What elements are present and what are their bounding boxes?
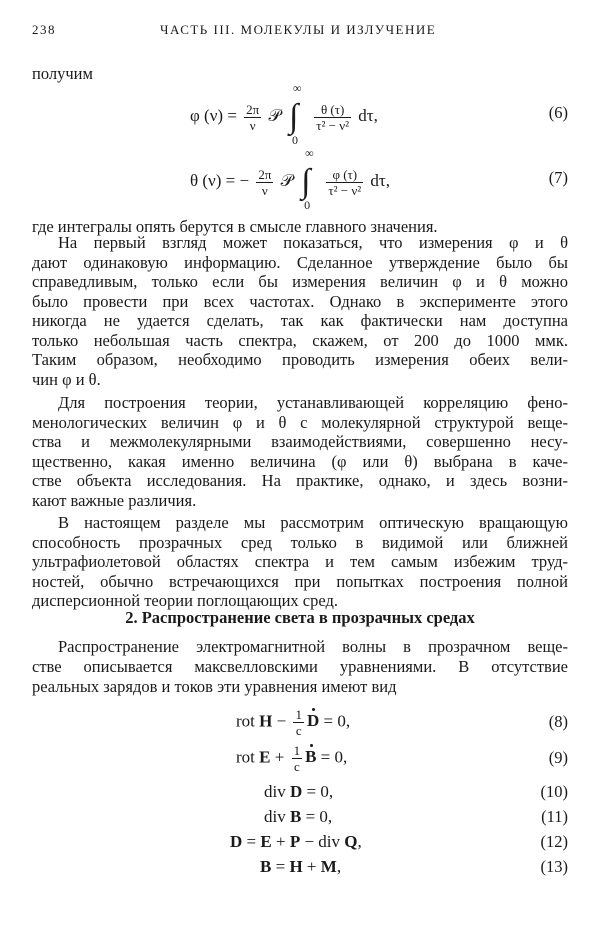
paragraph-line: дают одинаковую информацию. Сделанное утверждение было бы (32, 252, 568, 272)
equation-10-body (264, 782, 333, 802)
equation-6-body (190, 81, 378, 147)
eq8-number: (8) (548, 712, 568, 731)
eq6-coef-num: 2π (246, 101, 260, 117)
equation-11 (32, 807, 568, 831)
integral-symbol: ∫ (289, 98, 299, 135)
eq11-v1: B (289, 807, 302, 826)
eq13-c: H (289, 857, 303, 876)
eq6-lower-limit: 0 (292, 133, 299, 147)
eq7-int-num: φ (τ) (332, 166, 358, 182)
equation-13 (32, 857, 568, 881)
equation-9-body (236, 743, 347, 774)
eq6-coef-den: ν (244, 117, 261, 133)
equation-13-body (260, 857, 341, 877)
eq8-post: = 0, (319, 711, 351, 731)
eq6-coef-fraction (244, 102, 261, 133)
paragraph-line: кают важные различия. (32, 490, 197, 510)
eq6-int-num: θ (τ) (320, 101, 345, 117)
integral-symbol: ∫ (301, 163, 311, 200)
equation-8-body (236, 707, 350, 738)
eq10-post: = 0, (302, 782, 334, 801)
paragraph-line: реальных зарядов и токов эти уравнения имеют вид (32, 677, 397, 696)
paragraph-line: способность прозрачных сред только в видимой или ближней (32, 532, 568, 552)
equation-6 (32, 81, 568, 147)
paragraph-line: На первый взгляд может показаться, что измерения φ и θ (58, 233, 568, 252)
paragraph-line: справедливым, только если бы измерения величин φ и θ можно (32, 272, 568, 291)
paragraph-line: стве описывается максвелловскими уравнениями. В отсутствие (32, 657, 568, 676)
eq13-a: B (260, 857, 272, 876)
equation-10 (32, 782, 568, 806)
eq6-upper-limit: ∞ (293, 81, 302, 95)
eq12-c: E (260, 832, 272, 851)
equation-12 (32, 832, 568, 856)
paragraph-line: ностей, обычно встречающихся при попытках построения полной (32, 571, 568, 591)
eq6-tail: dτ, (358, 105, 378, 125)
eq12-number: (12) (540, 832, 568, 851)
eq8-op: − (272, 711, 291, 731)
eq12-g: Q (344, 832, 358, 851)
eq8-v1: H (259, 711, 273, 731)
paragraph-line: Таким образом, необходимо проводить измерения обеих вели- (32, 350, 568, 369)
eq13-b: = (271, 857, 290, 876)
eq12-a: D (230, 832, 243, 851)
eq7-lhs: θ (ν) = − (190, 170, 250, 190)
eq9-post: = 0, (316, 747, 348, 767)
eq9-fraction (292, 743, 303, 774)
paragraph-line: было провести при всех частотах. Однако в эксперименте этого (32, 291, 568, 311)
eq8-v2: D (306, 711, 320, 731)
eq8-fn: 1 (295, 707, 302, 722)
eq8-pre: rot (236, 711, 260, 731)
paragraph-line: чин φ и θ. (32, 369, 101, 389)
paragraph-line: ультрафиолетовой областях спектра и тем самым избежим труд- (32, 552, 568, 571)
paragraph-line: менологических величин φ и θ с молекулярной структурой веще- (32, 412, 568, 432)
paragraph-line: В настоящем разделе мы рассмотрим оптическую вращающую (58, 513, 568, 532)
equation-9 (32, 743, 568, 775)
eq7-lower-limit: 0 (304, 198, 311, 212)
eq7-int-den: τ² − ν² (328, 182, 362, 198)
eq7-tail: dτ, (370, 170, 390, 190)
eq13-d: + (302, 857, 321, 876)
eq9-v2: B (305, 747, 317, 767)
paragraph-line: стве объекта исследования. На практике, однако, и здесь возни- (32, 471, 568, 490)
eq8-fraction (293, 707, 304, 738)
eq9-v1: E (259, 747, 271, 767)
eq12-b: = (242, 832, 261, 851)
eq7-number: (7) (548, 168, 568, 187)
section-heading: 2. Распространение света в прозрачных средах (125, 608, 475, 627)
eq8-fd: c (293, 722, 304, 738)
eq9-op: + (270, 747, 289, 767)
paragraph-line: дисперсионной теории поглощающих сред. (32, 591, 338, 610)
paragraph-line: никогда не удается сделать, так как фактически нам доступна (32, 311, 568, 330)
eq12-f: − div (300, 832, 345, 851)
paragraph-line: где интегралы опять берутся в смысле главного значения. (32, 217, 438, 236)
eq11-number: (11) (541, 807, 568, 826)
paragraph-line: Распространение электромагнитной волны в прозрачном веще- (58, 637, 568, 656)
eq6-integral-sign (287, 81, 305, 147)
equation-11-body (264, 807, 332, 827)
eq7-coef-fraction (256, 167, 273, 198)
paragraph-line: только небольшая часть спектра, скажем, от 200 до 1000 ммк. (32, 330, 568, 350)
eq10-number: (10) (540, 782, 568, 801)
eq12-d: + (271, 832, 290, 851)
eq6-int-den: τ² − ν² (316, 117, 349, 133)
eq11-pre: div (264, 807, 290, 826)
paragraph-line: Для построения теории, устанавливающей корреляцию фено- (58, 393, 568, 412)
eq7-coef-num: 2π (258, 166, 272, 182)
eq6-lhs: φ (ν) = (190, 105, 237, 125)
equation-12-body (230, 832, 362, 852)
eq12-h: , (357, 832, 362, 851)
eq9-fd: c (292, 758, 303, 774)
eq6-principal-value: 𝒫 (268, 105, 281, 125)
equation-8 (32, 707, 568, 739)
eq7-coef-den: ν (256, 182, 273, 198)
paragraph-line: щественно, какая именно величина (φ или θ) выбрана в каче- (32, 451, 568, 471)
eq13-number: (13) (540, 857, 568, 876)
eq6-integrand (314, 102, 351, 133)
eq7-integral-sign (299, 146, 317, 212)
eq13-h: , (336, 857, 342, 876)
eq9-number: (9) (548, 748, 568, 767)
running-title: ЧАСТЬ III. МОЛЕКУЛЫ И ИЗЛУЧЕНИЕ (160, 22, 437, 37)
eq9-fn: 1 (293, 743, 301, 758)
eq7-upper-limit: ∞ (305, 146, 314, 160)
equation-7 (32, 146, 568, 212)
eq7-integrand (326, 167, 363, 198)
running-header (32, 22, 568, 42)
page-number: 238 (32, 22, 56, 37)
eq7-principal-value: 𝒫 (280, 170, 293, 190)
equation-7-body (190, 146, 390, 212)
eq9-pre: rot (236, 747, 260, 767)
eq10-v1: D (289, 782, 303, 801)
eq11-post: = 0, (301, 807, 333, 826)
lead-word: получим (32, 64, 93, 83)
eq10-pre: div (264, 782, 290, 801)
eq6-number: (6) (548, 103, 568, 122)
paragraph-line: ства и межмолекулярными взаимодействиями, совершенно несу- (32, 432, 568, 451)
eq12-e: P (289, 832, 301, 851)
eq13-e: M (320, 857, 337, 876)
